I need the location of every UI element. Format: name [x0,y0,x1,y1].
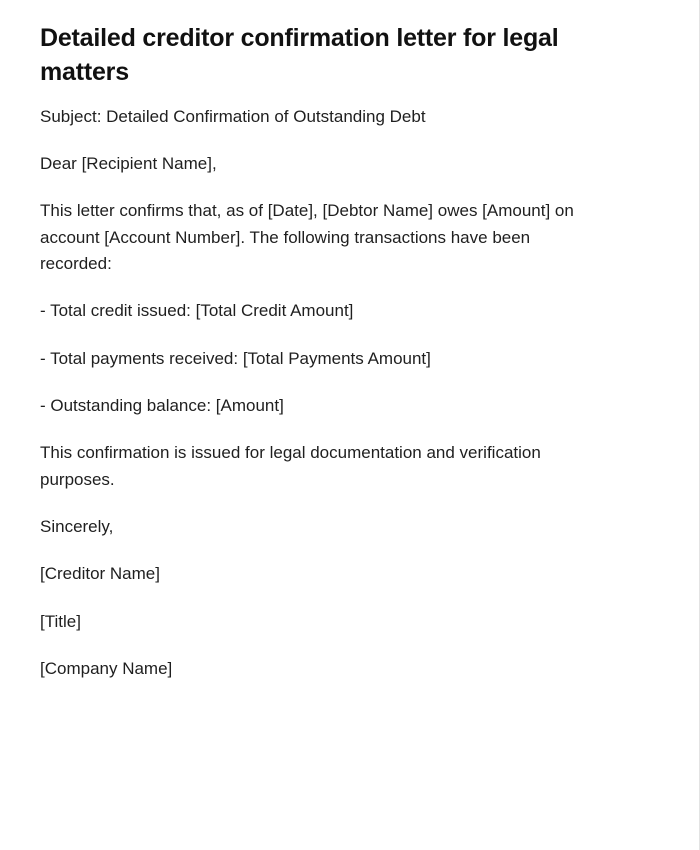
letter-signature-company-name: [Company Name] [40,658,173,678]
letter-signature-title: [Title] [40,611,81,631]
letter-salutation: Dear [Recipient Name], [40,153,217,173]
page-title: Detailed creditor confirmation letter for legal matters [40,24,559,86]
letter-signature-creditor-name: [Creditor Name] [40,564,160,584]
letter-item-outstanding-balance: - Outstanding balance: [Amount] [40,395,284,415]
letter-purpose-statement: This confirmation is issued for legal documentation and verification purposes. [40,443,541,489]
letter-closing: Sincerely, [40,516,114,536]
letter-subject-line: Subject: Detailed Confirmation of Outstanding Debt [40,106,426,126]
letter-item-total-credit: - Total credit issued: [Total Credit Amount] [40,301,354,321]
letter-body-intro: This letter confirms that, as of [Date], [Debtor Name] owes [Amount] on account [Account Number]. The following transactions have been recorded: [40,201,574,273]
letter-item-total-payments: - Total payments received: [Total Payments Amount] [40,348,431,368]
